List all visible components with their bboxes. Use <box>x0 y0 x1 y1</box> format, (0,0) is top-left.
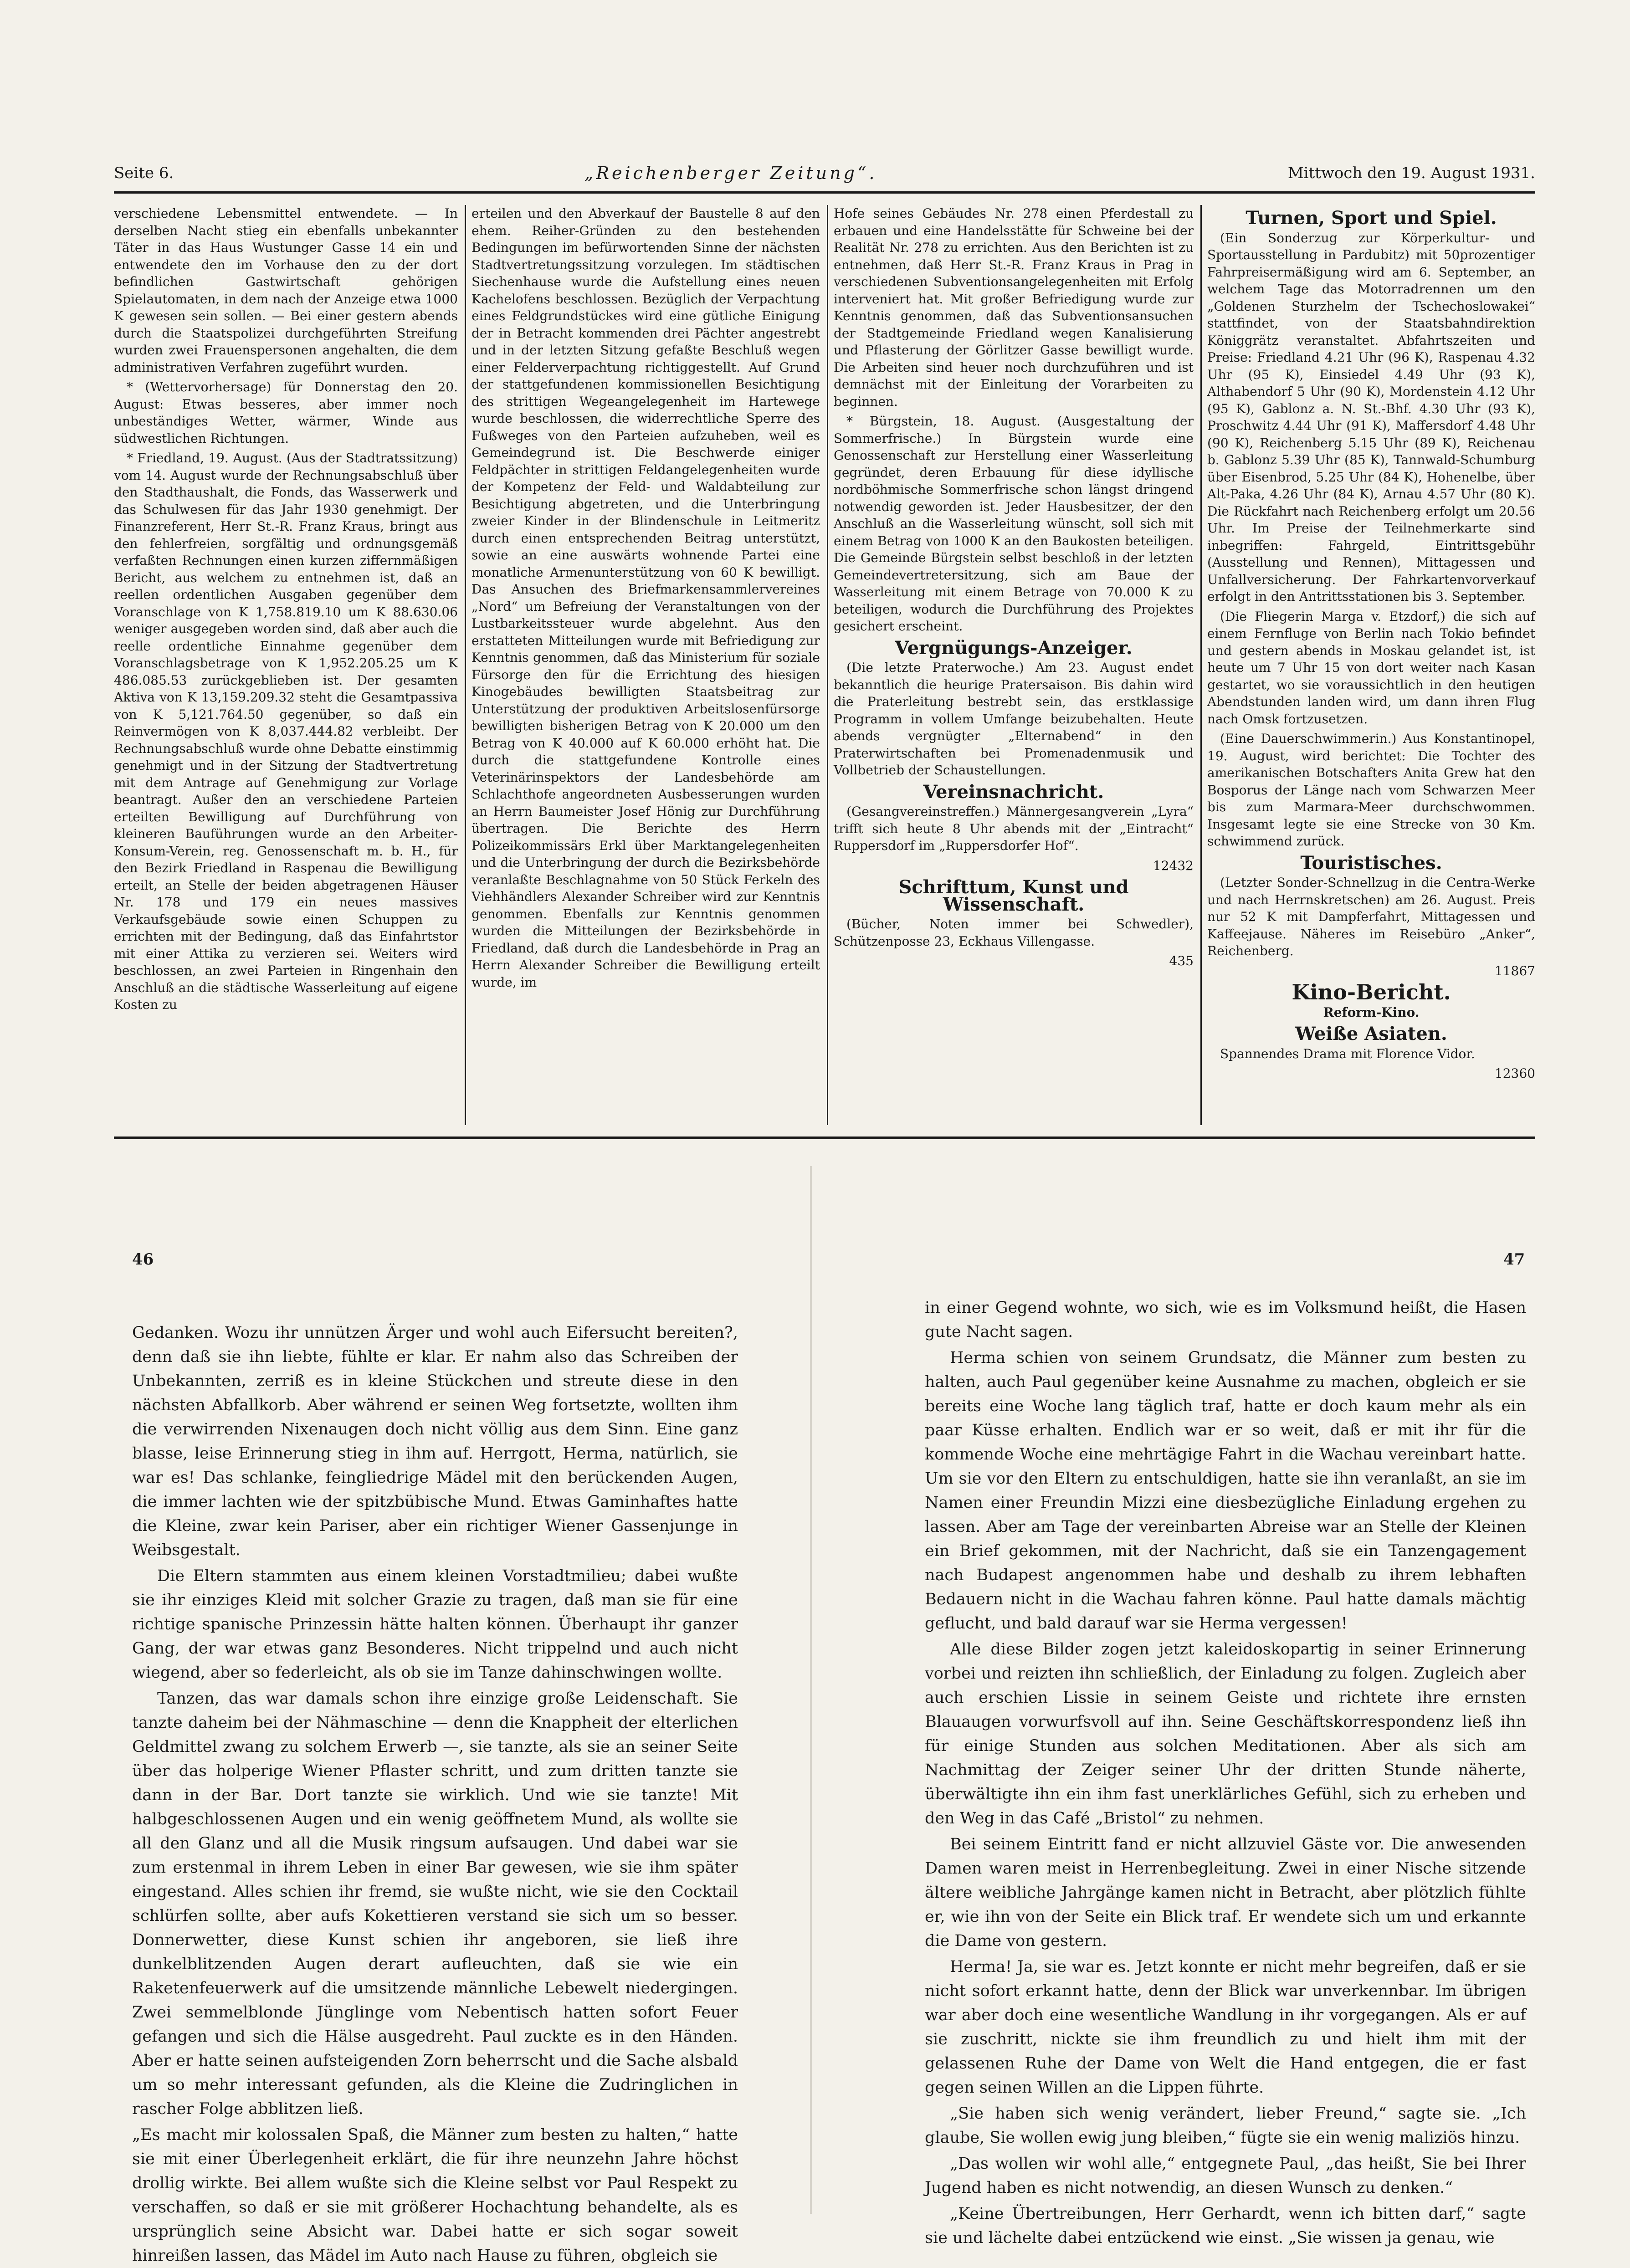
book-right-p8: „Keine Übertreibungen, Herr Gerhardt, wenn ich bitten darf,“ sagte sie und lächelte dabei entzückend wie einst. „Sie wissen ja genau, wie <box>925 2205 1526 2247</box>
book-right-p1: in einer Gegend wohnte, wo sich, wie es im Volksmund heißt, die Hasen gute Nacht sagen. <box>925 1299 1526 1341</box>
book-left-p1: Gedanken. Wozu ihr unnützen Ärger und wohl auch Eifersucht bereiten?, denn daß sie ihn liebte, fühlte er klar. Er nahm also das Schreiben der Unbekannten, zerriß es in kleine Stückchen und streute diese in den nächsten Abfallkorb. Aber während er seinen Weg fortsetzte, wollten ihm die verwirrenden Nixenaugen doch nicht völlig aus dem Sinn. Eine ganz blasse, leise Erinnerung stieg in ihm auf. Herrgott, Herma, natürlich, sie war es! Das schlanke, feingliedrige Mädel mit den berückenden Augen, die immer lachten wie der spitzbübische Mund. Etwas Gaminhaftes hatte die Kleine, zwar kein Pariser, aber ein richtiger Wiener Gassenjunge in Weibsgestalt. <box>132 1324 738 1559</box>
section-heading: Vereinsnachricht. <box>923 781 1104 803</box>
ad-number: 12360 <box>1494 1066 1535 1081</box>
col4-p1: (Ein Sonderzug zur Körperkultur- und Sportausstellung in Pardubitz) mit 50prozentiger Fahrpreisermäßigung wird am 6. September, an welchem Tage das Motorradrennen um den „Goldenen Sturzhelm der Tschechoslowakei“ stattfindet, von der Staatsbahndirektion Königgrätz veranstaltet. Abfahrtszeiten und Preise: Friedland 4.21 Uhr (96 K), Raspenau 4.32 Uhr (95 K), Einsiedel 4.49 Uhr (93 K), Althabendorf 5 Uhr (90 K), Mordenstein 4.12 Uhr (95 K), Gablonz a. N. St.-Bhf. 4.30 Uhr (93 K), Proschwitz 4.44 Uhr (91 K), Maffersdorf 4.48 Uhr (90 K), Reichenberg 5.15 Uhr (89 K), Reichenau b. Gablonz 5.39 Uhr (85 K), Tannwald-Schumburg über Eisenbrod, 5.25 Uhr (84 K), Hohenelbe, über Alt-Paka, 4.26 Uhr (84 K), Arnau 4.57 Uhr (80 K). Die Rückfahrt nach Reichenberg erfolgt um 20.56 Uhr. Im Preise der Teilnehmerkarte sind inbegriffen: Fahrgeld, Eintrittsgebühr (Ausstellung und Rennen), Mittagessen und Unfallversicherung. Der Fahrkartenvorverkauf erfolgt in den Antrittsstationen bis 3. September. <box>1207 230 1535 604</box>
col4-p4: (Letzter Sonder-Schnellzug in die Centra-Werke und nach Herrnskretschen) am 26. August. Preis nur 52 K mit Dampferfahrt, Mittagessen und Kaffeejause. Näheres im Reisebüro „Anker“, Reichenberg. <box>1207 875 1535 958</box>
col3-p1: Hofe seines Gebäudes Nr. 278 einen Pferdestall zu erbauen und eine Handelsstätte für Schweine bei der Realität Nr. 278 zu errichten. Aus den Berichten ist zu entnehmen, daß Herr St.-R. Franz Kraus in Prag in verschiedenen Subventionsangelegenheiten mit Erfolg interveniert hat. Mit großer Befriedigung wurde zur Kenntnis genommen, daß das Subventionsansuchen der Stadtgemeinde Friedland wegen Kanalisierung und Pflasterung der Görlitzer Gasse bewilligt wurde. Die Arbeiten sind heuer noch durchzuführen und ist demnächst mit der Einleitung der Vorarbeiten zu beginnen. <box>834 206 1194 409</box>
ad-number: 11867 <box>1494 963 1535 978</box>
book-page-number-right: 47 <box>1503 1250 1525 1269</box>
ad-number: 435 <box>1169 953 1194 968</box>
footer-rule <box>114 1137 1535 1139</box>
col3-p3: (Die letzte Praterwoche.) Am 23. August endet bekanntlich die heurige Pratersaison. Bis dahin wird die Praterleitung bestrebt sein, das erstklassige Programm in vollem Umfange beizubehalten. Heute abends vergnügter „Elternabend“ in den Praterwirtschaften bei Promenadenmusik und Vollbetrieb der Schaustellungen. <box>834 660 1194 778</box>
col2-p1: erteilen und den Abverkauf der Baustelle 8 auf den ehem. Reiher-Gründen zu den bestehenden Bedingungen im befürwortenden Sinne der nächsten Stadtvertretungssitzung vorzulegen. Im städtischen Siechenhause wurde die Aufstellung eines neuen Kachelofens beschlossen. Bezüglich der Verpachtung eines Feldgrundstückes wird eine gütliche Einigung der in Betracht kommenden drei Pächter angestrebt und in der letzten Sitzung gefaßte Beschluß wegen einer Felderverpachtung richtiggestellt. Auf Grund der stattgefundenen kommissionellen Besichtigung des strittigen Wegeangelegenheit im Hartewege wurde beschlossen, die widerrechtliche Sperre des Fußweges von den Parteien aufzuheben, weil es Gemeindegrund ist. Die Beschwerde einiger Feldpächter in strittigen Feldangelegenheiten wurde der Kompetenz der Feld- und Waldabteilung zur Besichtigung abgetreten, und die Unterbringung zweier Kinder in der Blindenschule in Leitmeritz durch einen entsprechenden Beitrag unterstützt, sowie an eine auswärts wohnende Partei eine monatliche Armenunterstützung von 60 K bewilligt. Das Ansuchen des Briefmarkensammlervereines „Nord“ um Befreiung der Veranstaltungen von der Lustbarkeitssteuer wurde abgelehnt. Aus den erstatteten Mitteilungen wurde mit Befriedigung zur Kenntnis genommen, daß das Ministerium für soziale Fürsorge den für die Errichtung des hiesigen Kinogebäudes bewilligten Staatsbeitrag zur Unterstützung der produktiven Arbeitslosenfürsorge bewilligten bisherigen Betrag von K 20.000 um den Betrag von K 40.000 auf K 60.000 erhöht hat. Die durch die stattgefundene Kontrolle eines Veterinärinspektors der Landesbehörde am Schlachthofe angeordneten Ausbesserungen wurden an Herrn Baumeister Josef Hönig zur Durchführung übertragen. Die Berichte des Herrn Polizeikommissärs Erkl über Marktangelegenheiten und die Unterbringung der durch die Bezirksbehörde veranlaßte Beschlagnahme von 50 Stück Ferkeln des Viehhändlers Alexander Schreiber wird zur Kenntnis genommen. Ebenfalls zur Kenntnis genommen wurden die Mitteilungen der Bezirksbehörde in Friedland, daß durch die Landesbehörde in Prag an Herrn Alexander Schreiber die Bewilligung erteilt wurde, im <box>472 206 820 990</box>
column-divider <box>1200 205 1202 1125</box>
header-rule <box>114 191 1535 194</box>
col1-p3: * Friedland, 19. August. (Aus der Stadtratssitzung) vom 14. August wurde der Rechnungsabschluß über den Stadthaushalt, die Fonds, das Wasserwerk und das Schulwesen für das Jahr 1930 genehmigt. Der Finanzreferent, Herr St.-R. Franz Kraus, bringt aus den fehlerfreien, sorgfältig und ordnungsgemäß verfaßten Rechnungen einen kurzen ziffernmäßigen Bericht, aus welchem zu entnehmen ist, daß an reellen ordentlichen Ausgaben gegenüber dem Voranschlage von K 1,758.819.10 um K 88.630.06 weniger ausgegeben worden sind, daß aber auch die reelle ordentliche Einnahme gegenüber dem Voranschlagsbetrage von K 1,952.205.25 um K 486.085.53 zurückgeblieben ist. Der gesamten Aktiva von K 13,159.209.32 steht die Gesamtpassiva von K 5,121.764.50 gegenüber, so daß ein Reinvermögen von K 8,037.444.82 verbleibt. Der Rechnungsabschluß wurde ohne Debatte einstimmig genehmigt und in der Sitzung der Stadtvertretung mit dem Antrage auf Genehmigung zur Vorlage beantragt. Außer den an verschiedene Parteien erteilten Bewilligung auf Durchführung von kleineren Bauführungen wurde an den Arbeiter-Konsum-Verein, reg. Genossenschaft m. b. H., für den Bezirk Friedland in Raspenau die Bewilligung erteilt, an Stelle der beiden abgetragenen Häuser Nr. 178 und 179 ein neues massives Verkaufsgebäude sowie einen Schuppen zu errichten mit der Bedingung, daß das Einfahrtstor mit einer Attika zu verzieren sei. Weiters wird beschlossen, an zwei Parteien in Ringenhain den Anschluß an die städtische Wasserleitung auf eigene Kosten zu <box>114 451 458 1012</box>
section-heading: Touristisches. <box>1300 852 1442 874</box>
book-right-p4: Bei seinem Eintritt fand er nicht allzuviel Gäste vor. Die anwesenden Damen waren meist in Herrenbegleitung. Zwei in einer Nische sitzende ältere weibliche Jahrgänge kamen nicht in Betracht, aber plötzlich fühlte er, wie ihn von der Seite ein Blick traf. Er wendete sich um und erkannte die Dame von gestern. <box>925 1835 1526 1950</box>
col4-p2: (Die Fliegerin Marga v. Etzdorf,) die sich auf einem Fernfluge von Berlin nach Tokio befindet und gestern abends in Moskau gelandet ist, ist heute um 7 Uhr 15 von dort weiter nach Kasan gestartet, wo sie voraussichtlich in den heutigen Abendstunden landen wird, um dann ihren Flug nach Omsk fortzusetzen. <box>1207 609 1535 727</box>
col3-p4: (Gesangvereinstreffen.) Männergesangverein „Lyra“ trifft sich heute 8 Uhr abends mit der „Eintracht“ Ruppersdorf im „Ruppersdorfer Hof“. <box>834 804 1194 853</box>
book-right-p7: „Das wollen wir wohl alle,“ entgegnete Paul, „das heißt, Sie bei Ihrer Jugend haben es nicht notwendig, an diesen Wunsch zu denken.“ <box>925 2155 1526 2197</box>
column-4 <box>1207 205 1535 1130</box>
book-right-p3: Alle diese Bilder zogen jetzt kaleidoskopartig in seiner Erinnerung vorbei und reizten ihn schließlich, der Einladung zu folgen. Zugleich aber auch erschien Lissie in seinem Geiste und richtete ihre ernsten Blauaugen vorwurfsvoll auf ihn. Seine Geschäftskorrespondenz ließ ihn für einige Stunden aus solchen Meditationen. Aber als sich am Nachmittag der Zeiger seiner Uhr der dritten Stunde näherte, überwältigte ihn ein ihm fast unerklärliches Gefühl, sich zu erheben und den Weg in das Café „Bristol“ zu nehmen. <box>925 1640 1526 1828</box>
book-page-right <box>925 1296 1526 2247</box>
ad-number: 12432 <box>1153 858 1194 873</box>
section-heading: Schrifttum, Kunst und Wissenschaft. <box>898 876 1129 915</box>
cinema-name: Reform-Kino. <box>1323 1004 1420 1020</box>
column-1 <box>114 205 458 1130</box>
book-page-number-left: 46 <box>132 1250 154 1269</box>
newspaper-title: „Reichenberger Zeitung“. <box>584 163 877 183</box>
col3-p2: * Bürgstein, 18. August. (Ausgestaltung der Sommerfrische.) In Bürgstein wurde eine Genossenschaft zur Herstellung einer Wasserleitung gegründet, deren Erbauung für diese idyllische nordböhmische Sommerfrische schon längst dringend notwendig geworden ist. Jeder Hausbesitzer, der den Anschluß an die Wasserleitung wünscht, soll sich mit einem Betrag von 1000 K an den Baukosten beteiligen. Die Gemeinde Bürgstein selbst beschloß in der letzten Gemeindevertretersitzung, sich am Baue der Wasserleitung mit einem Betrage von 70.000 K zu beteiligen, wodurch die Durchführung des Projektes gesichert erscheint. <box>834 414 1194 634</box>
col1-p1: verschiedene Lebensmittel entwendete. — In derselben Nacht stieg ein ebenfalls unbekannter Täter in das Haus Wustunger Gasse 14 ein und entwendete den im Vorhause den zu der dort befindlichen Gastwirtschaft gehörigen Spielautomaten, in dem nach der Anzeige etwa 1000 K gewesen sein sollen. — Bei einer gestern abends durch die Staatspolizei durchgeführten Streifung wurden zwei Frauenspersonen angehalten, die dem administrativen Verfahren zugeführt wurden. <box>114 206 458 375</box>
col4-p3: (Eine Dauerschwimmerin.) Aus Konstantinopel, 19. August, wird berichtet: Die Tochter des amerikanischen Botschafters Anita Grew hat den Bosporus der Länge nach vom Schwarzen Meer bis zum Marmara-Meer durchschwommen. Insgesamt legte sie eine Strecke von 30 Km. schwimmend zurück. <box>1207 731 1535 849</box>
column-divider <box>465 205 466 1125</box>
col3-p5: (Bücher, Noten immer bei Schwedler), Schützenposse 23, Eckhaus Villengasse. <box>834 916 1194 949</box>
column-divider <box>827 205 828 1125</box>
book-right-p2: Herma schien von seinem Grundsatz, die Männer zum besten zu halten, auch Paul gegenüber keine Ausnahme zu machen, obgleich er sie bereits eine Woche lang täglich traf, hatte er doch kaum mehr als ein paar Küsse erhalten. Endlich war er so weit, daß er mit ihr für die kommende Woche eine mehrtägige Fahrt in die Wachau vereinbart hatte. Um sie vor den Eltern zu entschuldigen, hatte sie ihn veranlaßt, an sie im Namen einer Freundin Mizzi eine diesbezügliche Einladung ergehen zu lassen. Aber am Tage der vereinbarten Abreise war an Stelle der Kleinen ein Brief gekommen, mit der Nachricht, daß sie ein Tanzengagement nach Budapest angenommen habe und deshalb zu ihrem lebhaften Bedauern nicht in die Wachau fahren könne. Paul hatte damals mächtig geflucht, und bald darauf war sie Herma vergessen! <box>925 1349 1526 1633</box>
film-title: Weiße Asiaten. <box>1295 1023 1447 1044</box>
section-heading: Vergnügungs-Anzeiger. <box>895 637 1133 659</box>
col1-p2: * (Wettervorhersage) für Donnerstag den 20. August: Etwas besseres, aber immer noch unbeständiges Wetter, wärmer, Winde aus südwestlichen Richtungen. <box>114 379 458 446</box>
section-heading: Kino-Bericht. <box>1292 980 1451 1004</box>
issue-date: Mittwoch den 19. August 1931. <box>1287 164 1535 182</box>
book-right-p6: „Sie haben sich wenig verändert, lieber Freund,“ sagte sie. „Ich glaube, Sie wollen ewig jung bleiben,“ fügte sie ein wenig maliziös hinzu. <box>925 2104 1526 2147</box>
section-heading: Turnen, Sport und Spiel. <box>1246 207 1497 229</box>
book-page-left <box>132 1321 738 2265</box>
page-fold <box>810 1166 812 2214</box>
page-header <box>114 157 1535 189</box>
col4-p5: Spannendes Drama mit Florence Vidor. <box>1220 1046 1475 1061</box>
book-left-p3: Tanzen, das war damals schon ihre einzige große Leidenschaft. Sie tanzte daheim bei der Nähmaschine — denn die Knappheit der elterlichen Geldmittel zwang zu solchem Erwerb —, sie tanzte, als sie an seiner Seite über das holperige Wiener Pflaster schritt, und zum dritten tanzte sie dann in der Bar. Dort tanzte sie wirklich. Und wie sie tanzte! Mit halbgeschlossenen Augen und ein wenig geöffnetem Mund, als wollte sie all den Glanz und all die Musik ringsum aufsaugen. Und dabei war sie zum erstenmal in ihrem Leben in einer Bar gewesen, wie sie ihm später eingestand. Alles schien ihr fremd, sie wußte nicht, wie sie den Cocktail schlürfen sollte, aber aufs Kokettieren verstand sie sich um so besser. Donnerwetter, diese Kunst schien ihr angeboren, sie ließ ihre dunkelblitzenden Augen derart aufleuchten, daß sie wie ein Raketenfeuerwerk auf die umsitzende männliche Lebewelt niedergingen. Zwei semmelblonde Jünglinge vom Nebentisch hatten sofort Feuer gefangen und sich die Hälse ausgedreht. Paul zuckte es in den Händen. Aber er hatte seinen aufsteigenden Zorn beherrscht und die Sache alsbald um so mehr interessant gefunden, als die Kleine die Zudringlichen in rascher Folge abblitzen ließ. <box>132 1689 738 2118</box>
column-3 <box>834 205 1194 1130</box>
book-right-p5: Herma! Ja, sie war es. Jetzt konnte er nicht mehr begreifen, daß er sie nicht sofort erkannt hatte, denn der Blick war unverkennbar. Im übrigen war aber doch eine wesentliche Wandlung in ihr vorgegangen. Als er auf sie zuschritt, nickte sie ihm freundlich zu und hielt ihm mit der gelassenen Ruhe der Dame von Welt die Hand entgegen, die er fast gegen seinen Willen an die Lippen führte. <box>925 1958 1526 2097</box>
column-2 <box>472 205 820 1130</box>
page-number: Seite 6. <box>114 164 174 182</box>
book-left-p4: „Es macht mir kolossalen Spaß, die Männer zum besten zu halten,“ hatte sie mit einer Überlegenheit erklärt, die für ihre neunzehn Jahre höchst drollig wirkte. Bei allem wußte sich die Kleine selbst vor Paul Respekt zu verschaffen, so daß er sie mit größerer Hochachtung behandelte, als es ursprünglich seine Absicht war. Dabei hatte er sich sogar soweit hinreißen lassen, das Mädel im Auto nach Hause zu führen, obgleich sie <box>132 2126 738 2265</box>
book-left-p2: Die Eltern stammten aus einem kleinen Vorstadtmilieu; dabei wußte sie ihr einziges Kleid mit solcher Grazie zu tragen, daß man sie für eine richtige spanische Prinzessin hätte halten können. Überhaupt ihr ganzer Gang, der war etwas ganz Besonderes. Nicht trippelnd und auch nicht wiegend, aber so federleicht, als ob sie im Tanze dahinschwingen wollte. <box>132 1567 738 1682</box>
